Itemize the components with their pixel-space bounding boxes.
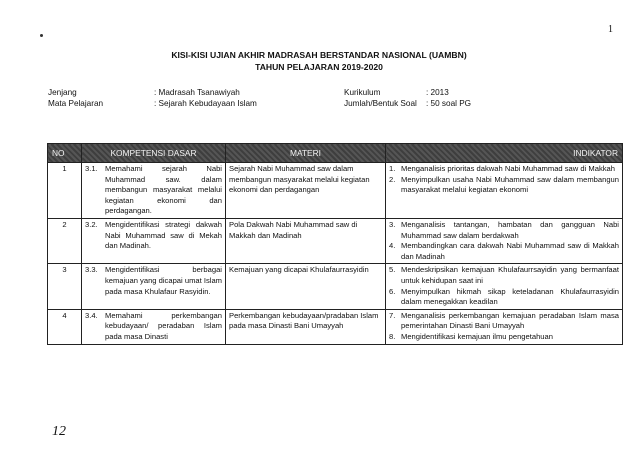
row-number: 2 [48,218,82,263]
kd-cell [82,218,226,263]
indikator-text: Mengidentifikasi kemajuan ilmu pengetahuan [401,331,553,341]
meta-value: : 2013 [426,88,449,97]
indikator-item [389,164,619,175]
table-row [48,218,623,263]
materi-cell: Kemajuan yang dicapai Khulafaurrasyidin [226,264,386,309]
kd-text: Memahami perkembangan kebudayaan/ peradaban Islam pada masa Dinasti [105,310,222,341]
document-subtitle: TAHUN PELAJARAN 2019-2020 [255,62,383,72]
meta-row-jenjang [48,87,257,98]
meta-label: Jenjang [48,88,77,97]
indikator-number: 8. [389,331,396,341]
indikator-cell [386,218,623,263]
indikator-number: 5. [389,265,396,275]
meta-row-mata-pelajaran [48,98,257,109]
indikator-text: Menganalisis tantangan, hambatan dan gangguan Nabi Muhammad saw dalam berdakwah [401,219,619,240]
header-kompetensi-dasar: KOMPETENSI DASAR [82,144,226,163]
indikator-cell [386,264,623,309]
header-indikator: INDIKATOR [386,144,623,163]
indikator-item [389,287,619,308]
indikator-text: Menganalisis perkembangan kemajuan peradaban Islam masa pemerintahan Dinasti Bani Umayyah [401,310,619,331]
meta-value: : 50 soal PG [426,99,472,108]
indikator-item [389,265,619,286]
materi-cell: Pola Dakwah Nabi Muhammad saw di Makkah dan Madinah [226,218,386,263]
meta-value: : Madrasah Tsanawiyah [154,88,240,97]
meta-left [48,87,257,109]
kd-text: Mengidentifikasi strategi dakwah Nabi Muhammad saw di Mekah dan Madinah. [105,219,222,251]
row-number: 4 [48,309,82,344]
kd-number: 3.4. [85,310,98,320]
indikator-number: 2. [389,174,396,184]
page-number: 1 [608,24,613,35]
indikator-item [389,175,619,196]
handwritten-page-mark: 12 [52,424,66,439]
indikator-number: 4. [389,241,396,251]
kd-text: Memahami sejarah Nabi Muhammad saw. dalam membangun masyarakat melalui kegiatan ekonomi dan perdagangan. [105,164,222,216]
materi-cell: Sejarah Nabi Muhammad saw dalam membangun masyarakat melalui kegiatan ekonomi dan perdagangan [226,163,386,219]
kd-number: 3.3. [85,265,98,275]
indikator-number: 6. [389,286,396,296]
indikator-cell [386,163,623,219]
header-materi: MATERI [226,144,386,163]
row-number: 1 [48,163,82,219]
kd-cell [82,264,226,309]
header-no: NO [48,144,82,163]
kisi-kisi-table [47,143,623,345]
table-row [48,163,623,219]
indikator-item [389,332,619,343]
indikator-number: 3. [389,219,396,229]
indikator-item [389,220,619,241]
kd-text: Mengidentifikasi berbagai kemajuan yang dicapai umat Islam pada masa Khulafaur Rasyidin. [105,265,222,296]
meta-row-kurikulum [344,87,471,98]
indikator-item [389,311,619,332]
indikator-text: Membandingkan cara dakwah Nabi Muhammad saw di Makkah dan Madinah [401,241,619,261]
kd-cell [82,163,226,219]
meta-label: Mata Pelajaran [48,99,104,108]
indikator-number: 7. [389,310,396,320]
meta-value: : Sejarah Kebudayaan Islam [154,99,257,108]
table-row [48,309,623,344]
kd-number: 3.2. [85,219,98,229]
indikator-text: Menyimpulkan hikmah sikap keteladanan Khulafaurrasyidin dalam menegakkan keadilan [401,286,619,307]
meta-label: Jumlah/Bentuk Soal [344,99,417,108]
indikator-text: Menyimpulkan usaha Nabi Muhammad saw dalam membangun masyarakat melalui kegiatan ekonomi [401,174,619,195]
table-header-row [48,144,623,163]
kd-number: 3.1. [85,164,98,173]
indikator-text: Mendeskripsikan kemajuan Khulafaurrsayidin yang bermanfaat untuk kehidupan saat ini [401,265,619,285]
indikator-item [389,241,619,262]
document-title: KISI-KISI UJIAN AKHIR MADRASAH BERSTANDAR NASIONAL (UAMBN) [171,50,467,60]
indikator-text: Menganalisis prioritas dakwah Nabi Muhammad saw di Makkah [401,164,615,173]
meta-right [344,87,471,109]
table-row [48,264,623,309]
kd-cell [82,309,226,344]
indikator-cell [386,309,623,344]
row-number: 3 [48,264,82,309]
meta-label: Kurikulum [344,88,381,97]
indikator-number: 1. [389,164,396,173]
scan-speck [40,34,43,37]
materi-cell: Perkembangan kebudayaan/pradaban Islam pada masa Dinasti Bani Umayyah [226,309,386,344]
meta-row-jumlah-soal [344,98,471,109]
